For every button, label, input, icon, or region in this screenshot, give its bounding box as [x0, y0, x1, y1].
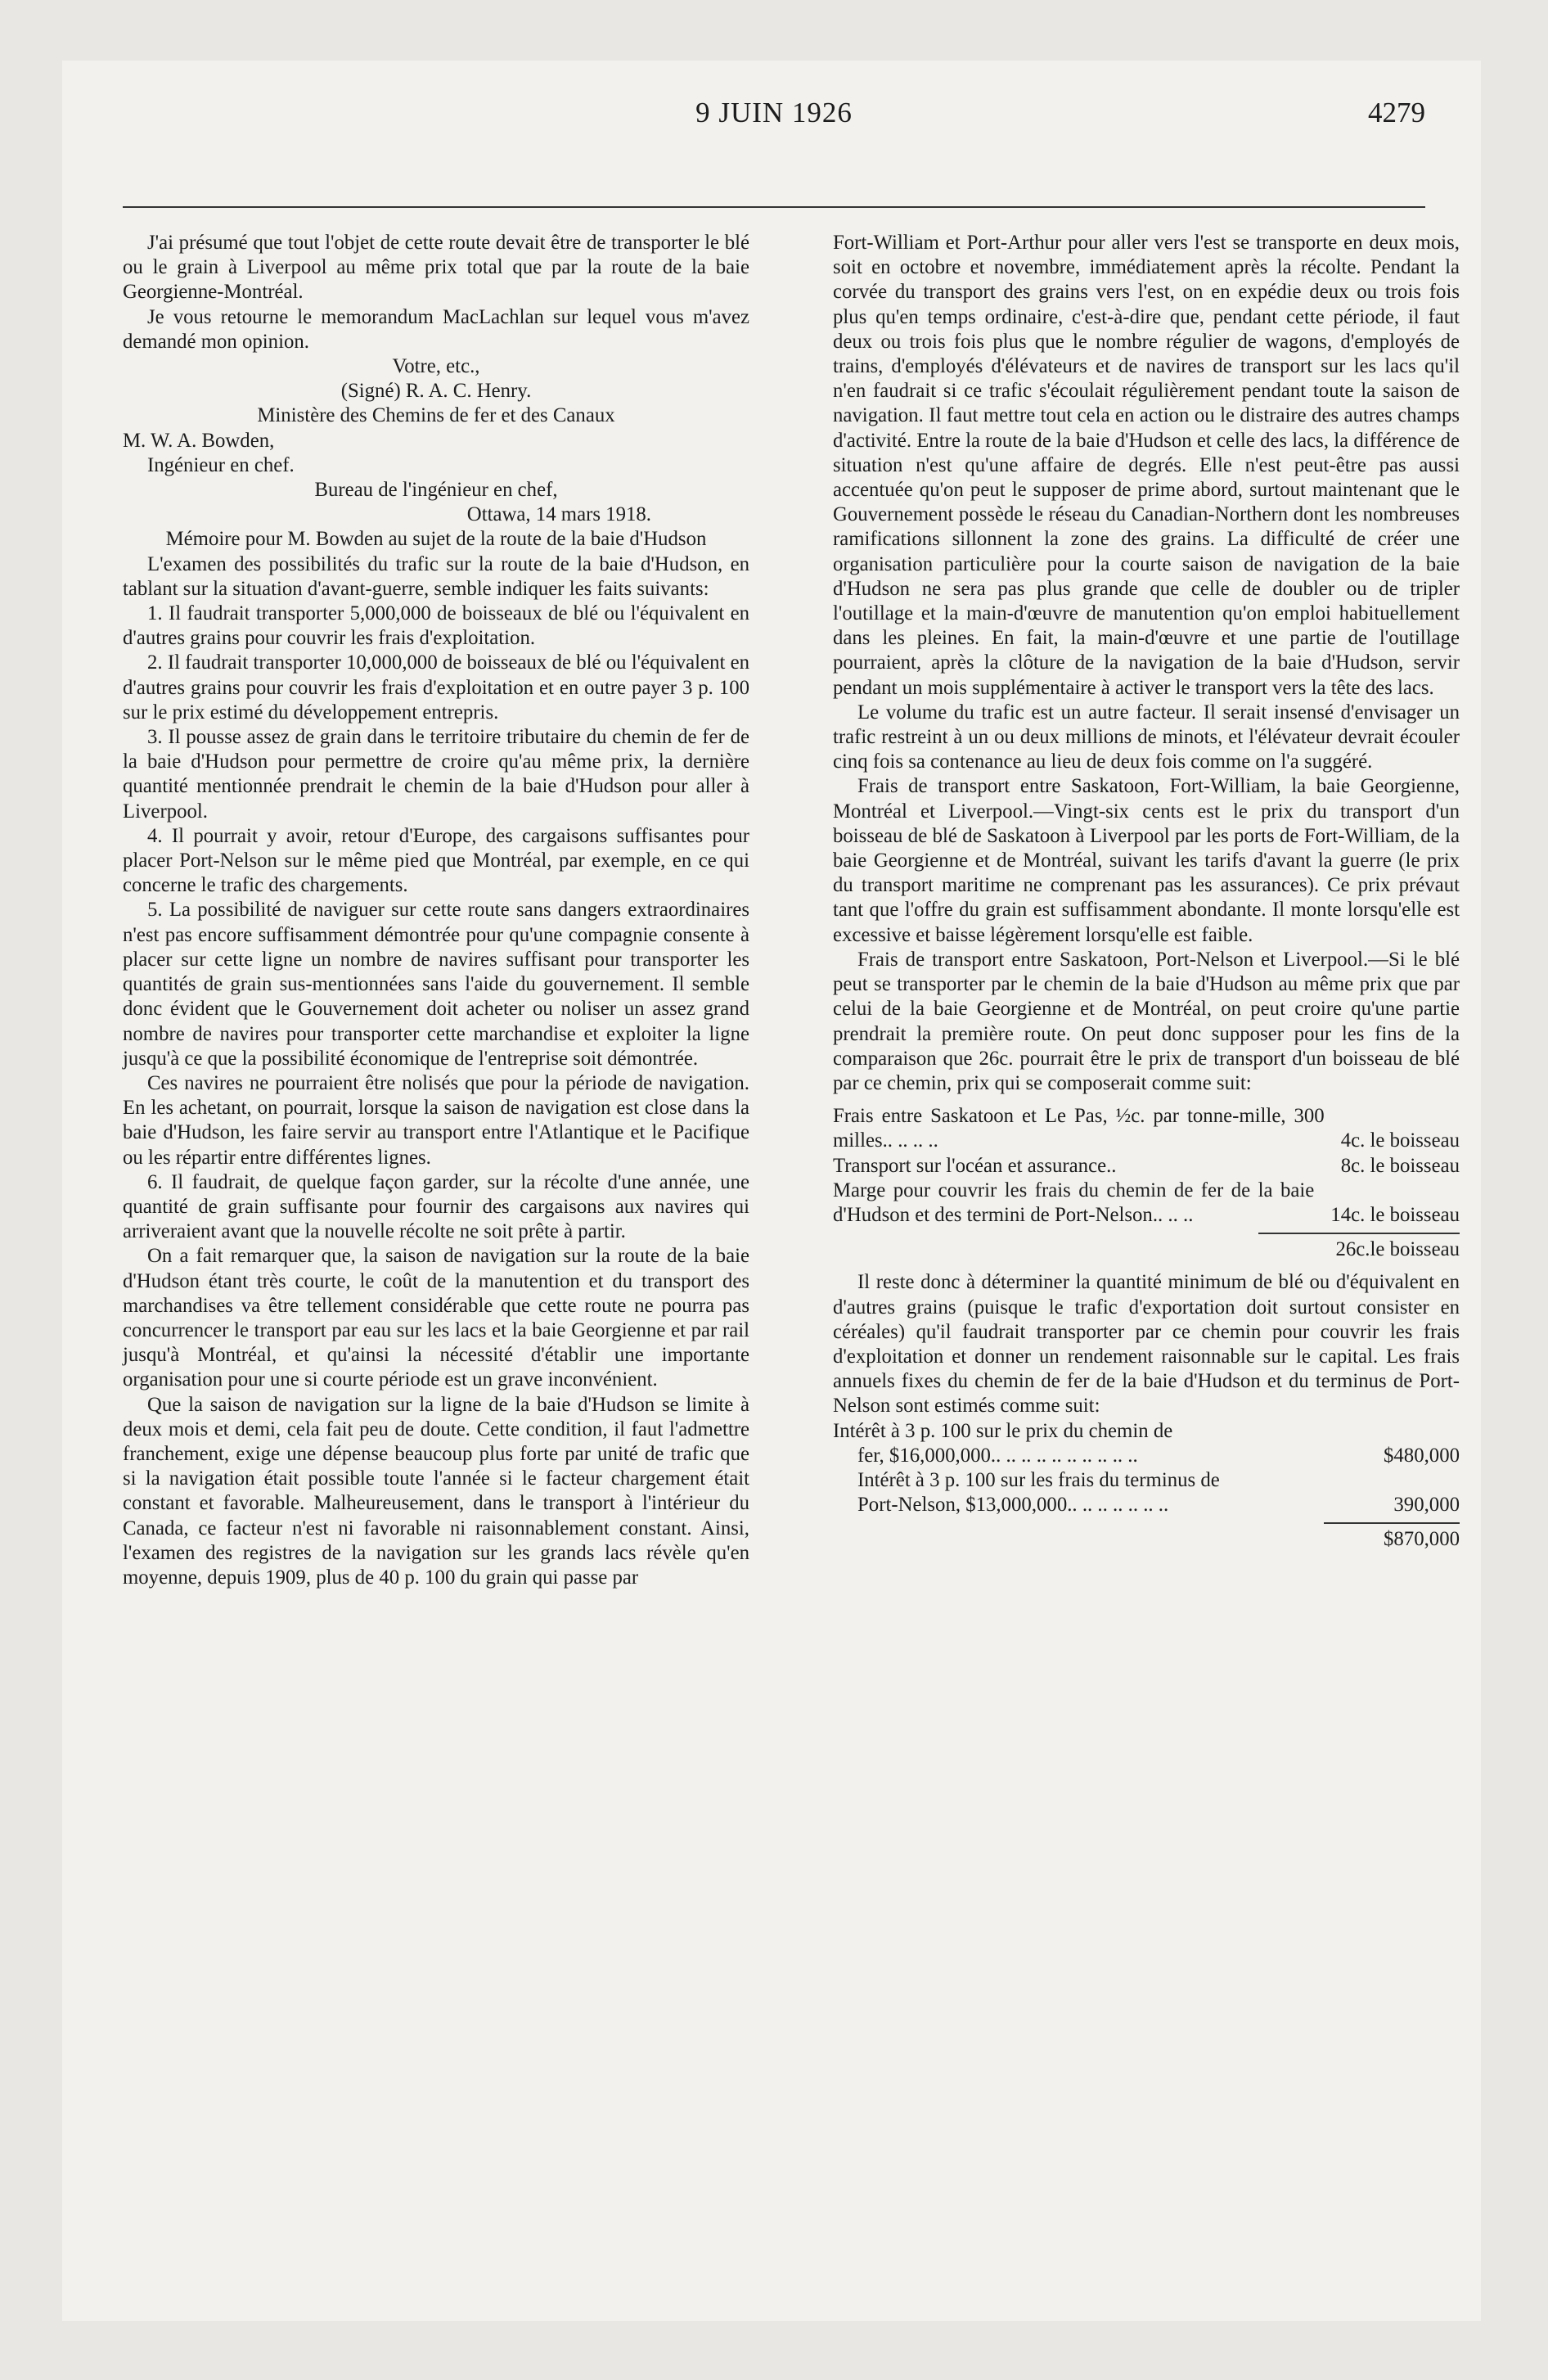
- fixed-cost-line: Intérêt à 3 p. 100 sur les frais du terminus de: [857, 1468, 1220, 1491]
- header-rule: [123, 206, 1425, 208]
- paragraph: Il reste donc à déterminer la quantité minimum de blé ou d'équivalent en d'autres grains (puisque le trafic d'exportation doit surtout consister en céréales) qu'il faudrait transporter par ce chemin pour couvrir les frais d'exploitation et donner un rendement raisonnable sur le capital. Les frais annuels fixes du chemin de fer de la baie d'Hudson et du terminus de Port-Nelson sont estimés comme suit:: [833, 1271, 1460, 1418]
- list-item: 3. Il pousse assez de grain dans le territoire tributaire du chemin de fer de la baie d'Hudson pour permettre de croire qu'au même prix, la dernière quantité mentionnée prendrait le chemin de la baie d'Hudson pour aller à Liverpool.: [123, 726, 749, 823]
- cost-value: 8c. le boisseau: [1340, 1154, 1460, 1177]
- fixed-cost-value: 390,000: [1393, 1494, 1460, 1517]
- cost-value: 14c. le boisseau: [1330, 1203, 1460, 1226]
- paragraph: J'ai présumé que tout l'objet de cette route devait être de transporter le blé ou le grain à Liverpool au même prix total que par la route de la baie Georgienne-Montréal.: [123, 232, 749, 304]
- paragraph: L'examen des possibilités du trafic sur la route de la baie d'Hudson, en tablant sur la situation d'avant-guerre, semble indiquer les faits suivants:: [123, 552, 749, 600]
- cost-label: Marge pour couvrir les frais du chemin de fer de la baie d'Hudson et des termini de Port-Nelson.. .. ..: [833, 1179, 1315, 1226]
- memo-heading: Mémoire pour M. Bowden au sujet de la route de la baie d'Hudson: [165, 528, 707, 551]
- list-item: 1. Il faudrait transporter 5,000,000 de boisseaux de blé ou l'équivalent en d'autres grains pour couvrir les frais d'exploitation.: [123, 602, 749, 650]
- paragraph: Je vous retourne le memorandum MacLachlan sur lequel vous m'avez demandé mon opinion.: [123, 305, 749, 353]
- list-item: 5. La possibilité de naviguer sur cette route sans dangers extraordinaires n'est pas encore suffisamment démontrée pour qu'une compagnie consente à placer sur cette ligne un nombre de navires suffisant pour transporter les quantités de grain sus-mentionnées sans l'aide du gouvernement. Il semble donc évident que le Gouvernement doit acheter ou noliser un assez grand nombre de navires pour transporter cette marchandise et exploiter la ligne jusqu'à ce que la possibilité économique de l'entreprise soit démontrée.: [123, 899, 749, 1070]
- cost-label: Frais entre Saskatoon et Le Pas, ½c. par tonne-mille, 300 milles.. .. .. ..: [833, 1105, 1325, 1152]
- paragraph: Frais de transport entre Saskatoon, Port-Nelson et Liverpool.—Si le blé peut se transporter par le chemin de la baie d'Hudson au même prix que par celui de la baie Georgienne et de Montréal, on peut croire qu'une partie prendrait la première route. On peut donc supposer pour les fins de la comparaison que 26c. pourrait être le prix de transport d'un boisseau de blé par ce chemin, prix qui se composerait comme suit:: [833, 948, 1460, 1094]
- left-column: [123, 231, 749, 1590]
- signature: (Signé) R. A. C. Henry.: [340, 380, 532, 403]
- fixed-cost-total: $870,000: [1384, 1528, 1460, 1551]
- list-item: 6. Il faudrait, de quelque façon garder, sur la récolte d'une année, une quantité de grain suffisante pour fournir des cargaisons aux navires qui arriveraient avant que la nouvelle récolte ne soit prête à partir.: [123, 1170, 749, 1243]
- cost-label: Transport sur l'océan et assurance..: [833, 1154, 1117, 1177]
- paragraph: Que la saison de navigation sur la ligne de la baie d'Hudson se limite à deux mois et demi, cela fait peu de doute. Cette condition, il faut l'admettre franchement, exige une dépense beaucoup plus forte par unité de trafic que si la navigation était possible toute l'année si le facteur chargement était constant et favorable. Malheureusement, dans le transport à l'intérieur du Canada, ce facteur n'est ni favorable ni raisonnablement constant. Ainsi, l'examen des registres de la navigation sur les grands lacs révèle qu'en moyenne, depuis 1909, plus de 40 p. 100 du grain qui passe par: [123, 1393, 749, 1589]
- fixed-cost-row: [833, 1493, 1460, 1517]
- cost-row: [833, 1179, 1460, 1228]
- list-item: 4. Il pourrait y avoir, retour d'Europe, des cargaisons suffisantes pour placer Port-Nelson sur le même pied que Montréal, par exemple, en ce qui concerne le trafic des chargements.: [123, 824, 749, 897]
- office-line: Bureau de l'ingénieur en chef,: [314, 479, 558, 502]
- cost-row: [833, 1154, 1460, 1179]
- cost-value: 4c. le boisseau: [1340, 1129, 1460, 1152]
- paragraph: Fort-William et Port-Arthur pour aller vers l'est se transporte en deux mois, soit en octobre et novembre, immédiatement après la récolte. Pendant la corvée du transport des grains vers l'est, on en expédie deux ou trois fois plus qu'en temps ordinaire, c'est-à-dire que, pendant cette période, il faut deux ou trois fois plus que le nombre régulier de wagons, d'employés de trains, d'employés d'élévateurs et de navires de transport sur les lacs qu'il n'en faudrait si ce trafic s'écoulait régulièrement pendant toute la saison de navigation. Il faut mettre tout cela en action ou le distraire des autres champs d'activité. Entre la route de la baie d'Hudson et celle des lacs, la différence de situation n'est qu'une affaire de degrés. Elle n'est peut-être pas aussi accentuée qu'on peut le supposer de prime abord, surtout maintenant que le Gouvernement possède le réseau du Canadian-Northern dont les nombreuses ramifications sillonnent la zone des grains. La difficulté de créer une organisation particulière pour la courte saison de navigation de la baie d'Hudson ne sera pas plus grande que celle de doubler ou de tripler l'outillage et la main-d'œuvre de manutention qu'on emploi habituellement dans les pleines. En fait, la main-d'œuvre et une partie de l'outillage pourraient, après la clôture de la navigation de la baie d'Hudson, servir pendant un mois supplémentaire à activer le transport vers la tête des lacs.: [833, 232, 1460, 699]
- closing: Votre, etc.,: [392, 355, 480, 378]
- right-column: [833, 231, 1460, 1553]
- recipient: M. W. A. Bowden,: [123, 429, 275, 452]
- header-date: 9 JUIN 1926: [695, 97, 853, 128]
- total-rule: [1324, 1522, 1460, 1524]
- place-date: Ottawa, 14 mars 1918.: [466, 503, 651, 526]
- cost-row: [833, 1104, 1460, 1153]
- page-number: 4279: [1368, 97, 1425, 128]
- paragraph: Ces navires ne pourraient être nolisés que pour la période de navigation. En les achetant, on pourrait, lorsque la saison de navigation est close dans la baie d'Hudson, les faire servir au transport entre l'Atlantique et le Pacifique ou les répartir entre différentes lignes.: [123, 1071, 749, 1169]
- recipient-title: Ingénieur en chef.: [147, 453, 295, 476]
- cost-total: 26c.le boisseau: [1335, 1238, 1460, 1261]
- ministry-line: Ministère des Chemins de fer et des Canaux: [257, 404, 615, 427]
- fixed-cost-line: Intérêt à 3 p. 100 sur le prix du chemin de: [833, 1419, 1173, 1442]
- paragraph: Le volume du trafic est un autre facteur. Il serait insensé d'envisager un trafic restreint à un ou deux millions de minots, et l'élévateur devrait écouler cinq fois sa contenance au lieu de deux fois comme on l'a suggéré.: [833, 701, 1460, 773]
- fixed-cost-value: $480,000: [1384, 1444, 1460, 1467]
- page-header: [123, 97, 1425, 146]
- fixed-cost-row: [833, 1444, 1460, 1468]
- paragraph: On a fait remarquer que, la saison de navigation sur la route de la baie d'Hudson étant très courte, le coût de la manutention et du transport des marchandises va être tellement considérable que cette route ne pourra pas concurrencer le transport par eau sur les lacs et la baie Georgienne et par rail jusqu'à Montréal, et qu'ainsi la nécessité d'établir une importante organisation pour une si courte période est un grave inconvénient.: [123, 1245, 749, 1391]
- fixed-cost-label: fer, $16,000,000.. .. .. .. .. .. .. .. .. ..: [857, 1444, 1138, 1467]
- list-item: 2. Il faudrait transporter 10,000,000 de boisseaux de blé ou l'équivalent en d'autres grains pour couvrir les frais d'exploitation et en outre payer 3 p. 100 sur le prix estimé du développement entrepris.: [123, 651, 749, 723]
- paragraph: Frais de transport entre Saskatoon, Fort-William, la baie Georgienne, Montréal et Liverpool.—Vingt-six cents est le prix du transport d'un boisseau de blé de Saskatoon à Liverpool par les ports de Fort-William, de la baie Georgienne et de Montréal, suivant les tarifs d'avant la guerre (le prix du transport maritime ne comprenant pas les assurances). Ce prix prévaut tant que l'offre du grain est suffisamment abondante. Il monte lorsqu'elle est excessive et baisse légèrement lorsqu'elle est faible.: [833, 775, 1460, 946]
- total-rule: [1258, 1233, 1460, 1234]
- fixed-cost-label: Port-Nelson, $13,000,000.. .. .. .. .. .. ..: [857, 1494, 1169, 1517]
